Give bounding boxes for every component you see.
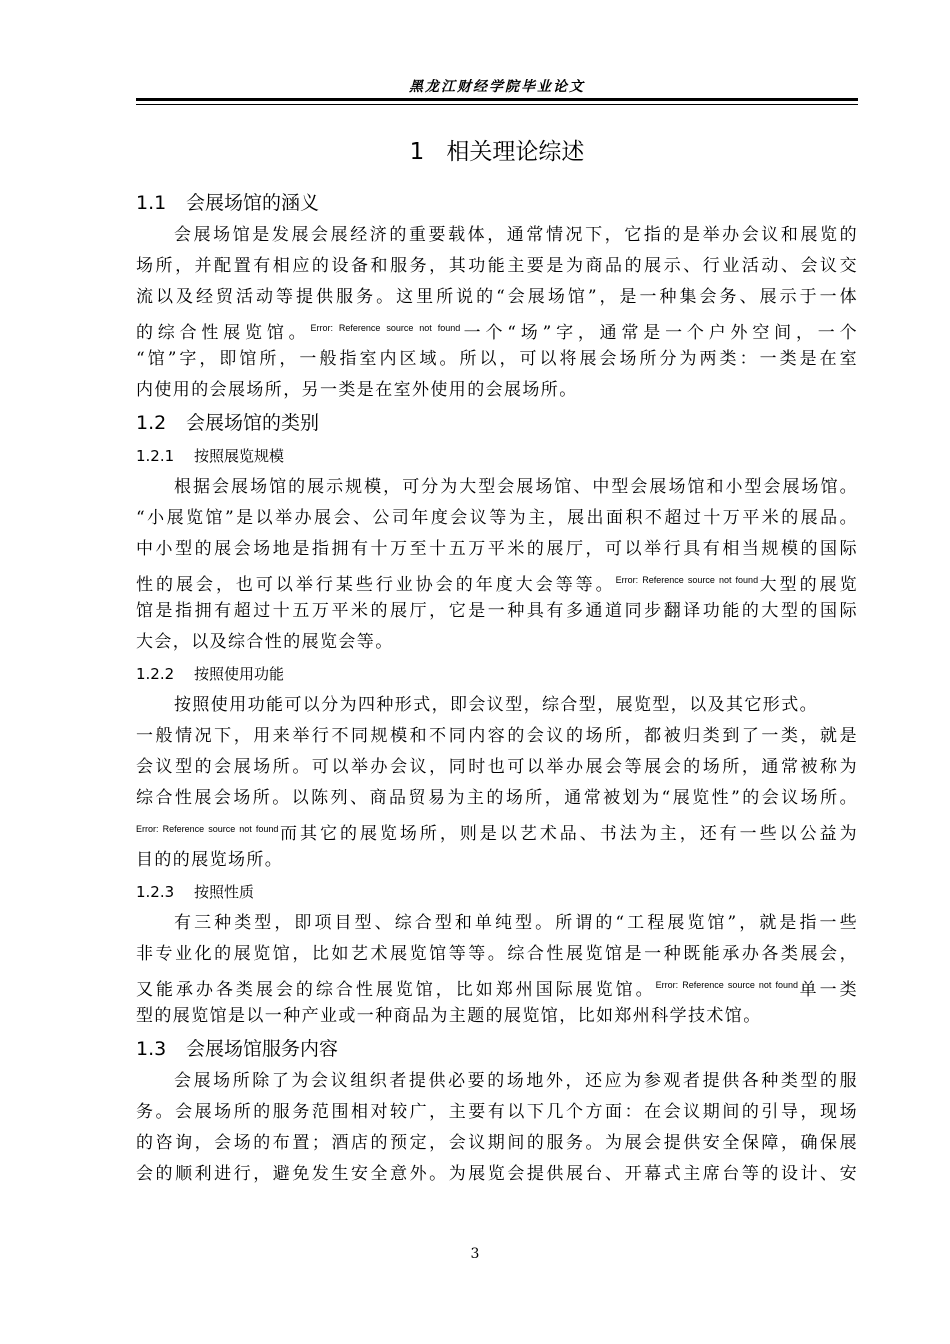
paragraph-by-function: [136, 690, 858, 876]
text-line: 场所，并配置有相应的设备和服务，其功能主要是为商品的展示、行业活动、会议交: [136, 256, 858, 276]
text-line: 按照使用功能可以分为四种形式，即会议型，综合型，展览型，以及其它形式。: [174, 695, 818, 715]
body-content: [136, 186, 858, 1190]
text-line: 流以及经贸活动等提供服务。这里所说的“会展场馆”，是一种集会务、展示于一体: [136, 287, 858, 307]
page-number: 3: [470, 1246, 480, 1262]
text-segment: 的综合性展览馆。: [136, 323, 311, 343]
subsection-title: 按照使用功能: [194, 665, 285, 683]
subsection-heading-1-2-3: [136, 876, 858, 908]
text-line: 型的展览馆是以一种产业或一种商品为主题的展览馆，比如郑州科学技术馆。: [136, 1006, 762, 1026]
text-line: 目的的展览场所。: [136, 850, 284, 870]
subsection-number: 1.2.1: [136, 447, 175, 465]
section-heading-1-3: [136, 1032, 858, 1066]
running-header: 黑龙江财经学院毕业论文: [409, 79, 585, 95]
text-line: 一般情况下，用来举行不同规模和不同内容的会议的场所，都被归类到了一类，就是: [136, 726, 858, 746]
text-line: 根据会展场馆的展示规模，可分为大型会展场馆、中型会展场馆和小型会展场馆。: [174, 477, 858, 497]
section-title: 会展场馆的涵义: [186, 192, 320, 214]
text-line: 会展场所除了为会议组织者提供必要的场地外，还应为参观者提供各种类型的服: [174, 1071, 858, 1091]
paragraph-by-scale: [136, 472, 858, 658]
section-title: 会展场馆服务内容: [186, 1038, 339, 1060]
subsection-title: 按照性质: [194, 883, 255, 901]
reference-error-note: Error: Reference source not found: [310, 323, 461, 333]
header-rule-thick: [136, 98, 858, 101]
text-line: “馆”字，即馆所，一般指室内区域。所以，可以将展会场所分为两类：一类是在室: [136, 349, 858, 369]
subsection-heading-1-2-1: [136, 440, 858, 472]
reference-error-note: Error: Reference source not found: [136, 824, 279, 834]
subsection-title: 按照展览规模: [194, 447, 285, 465]
paragraph-services: [136, 1066, 858, 1190]
subsection-heading-1-2-2: [136, 658, 858, 690]
text-line: [136, 970, 858, 1001]
header-rule-thin: [136, 104, 858, 105]
text-line: 会议型的会展场所。可以举办会议，同时也可以举办展会等展会的场所，通常被称为: [136, 757, 858, 777]
paragraph-definition: [136, 220, 858, 406]
text-segment: 单一类: [798, 980, 859, 1000]
text-line: 会展场馆是发展会展经济的重要载体，通常情况下，它指的是举办会议和展览的: [174, 225, 858, 245]
text-segment: 性的展会，也可以举行某些行业协会的年度大会等等。: [136, 575, 616, 595]
text-line: 务。会展场所的服务范围相对较广，主要有以下几个方面：在会议期间的引导，现场: [136, 1102, 858, 1122]
text-segment: 一个“场”字，通常是一个户外空间，一个: [460, 323, 859, 343]
chapter-heading: [136, 133, 858, 166]
section-number: 1.1: [136, 192, 167, 214]
section-number: 1.3: [136, 1038, 167, 1060]
text-line: 大会，以及综合性的展览会等。: [136, 632, 394, 652]
subsection-number: 1.2.3: [136, 883, 175, 901]
text-line: 综合性展会场所。以陈列、商品贸易为主的场所，通常被划为“展览性”的会议场所。: [136, 788, 858, 808]
text-line: 内使用的会展场所，另一类是在室外使用的会展场所。: [136, 380, 578, 400]
section-title: 会展场馆的类别: [186, 412, 320, 434]
text-segment: 而其它的展览场所，则是以艺术品、书法为主，还有一些以公益为: [278, 824, 858, 844]
text-segment: 大型的展览: [758, 575, 859, 595]
reference-error-note: Error: Reference source not found: [615, 575, 759, 585]
text-segment: 又能承办各类展会的综合性展览馆，比如郑州国际展览馆。: [136, 980, 656, 1000]
chapter-number: 1: [409, 139, 425, 165]
text-line: 的咨询，会场的布置；酒店的预定，会议期间的服务。为展会提供安全保障，确保展: [136, 1133, 858, 1153]
text-line: [136, 814, 858, 845]
text-line: [136, 313, 858, 344]
section-heading-1-2: [136, 406, 858, 440]
text-line: 有三种类型，即项目型、综合型和单纯型。所谓的“工程展览馆”，就是指一些: [174, 913, 858, 933]
paragraph-by-nature: [136, 908, 858, 1032]
text-line: 会的顺利进行，避免发生安全意外。为展览会提供展台、开幕式主席台等的设计、安: [136, 1164, 858, 1184]
chapter-title: 相关理论综述: [446, 139, 585, 165]
text-line: 非专业化的展览馆，比如艺术展览馆等等。综合性展览馆是一种既能承办各类展会，: [136, 944, 858, 964]
subsection-number: 1.2.2: [136, 665, 175, 683]
section-heading-1-1: [136, 186, 858, 220]
text-line: 中小型的展会场地是指拥有十万至十五万平米的展厅，可以举行具有相当规模的国际: [136, 539, 858, 559]
section-number: 1.2: [136, 412, 167, 434]
text-line: [136, 565, 858, 596]
text-line: “小展览馆”是以举办展会、公司年度会议等为主，展出面积不超过十万平米的展品。: [136, 508, 858, 528]
text-line: 馆是指拥有超过十五万平米的展厅，它是一种具有多通道同步翻译功能的大型的国际: [136, 601, 858, 621]
reference-error-note: Error: Reference source not found: [655, 980, 799, 990]
